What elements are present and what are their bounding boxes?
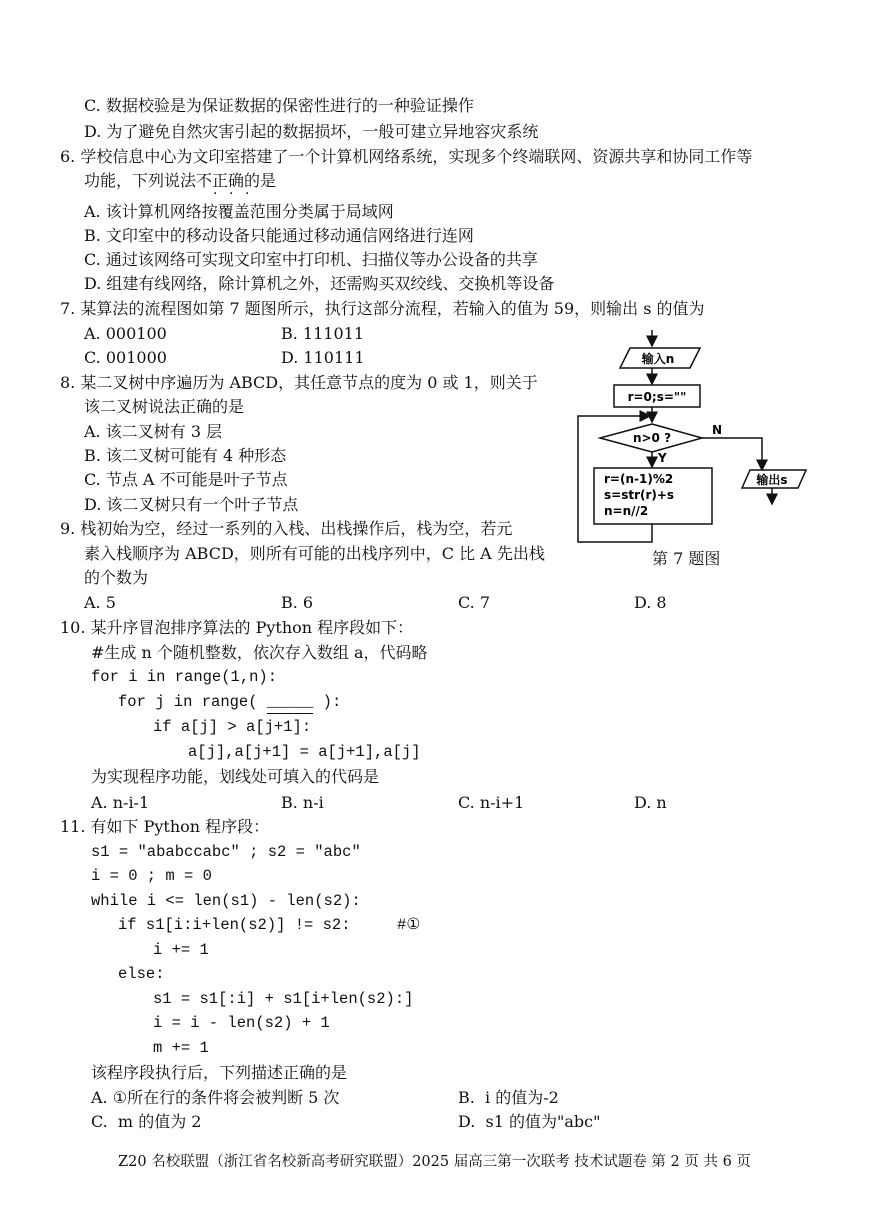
q8-stem-line2: 该二叉树说法正确的是	[84, 397, 245, 416]
q6-option-c: C. 通过该网络可实现文印室中打印机、扫描仪等办公设备的共享	[84, 250, 538, 269]
q10-code-line3-end: ):	[313, 693, 342, 711]
q7-option-b: B. 111011	[281, 324, 365, 343]
q10-option-b: B. n-i	[281, 793, 324, 812]
q11-code-line9: m += 1	[153, 1039, 209, 1057]
q8-option-d: D. 该二叉树只有一个叶子节点	[84, 495, 299, 514]
q11-code-line7: s1 = s1[:i] + s1[i+len(s2):]	[153, 990, 414, 1008]
flow-body-line1: r=(n-1)%2	[604, 472, 674, 486]
q10-code-line4: if a[j] > a[j+1]:	[153, 718, 312, 736]
q7-option-d: D. 110111	[281, 348, 365, 367]
q9-option-b: B. 6	[281, 593, 314, 612]
q11-question: 该程序段执行后，下列描述正确的是	[91, 1063, 348, 1082]
q11-option-a: A. ①所在行的条件将会被判断 5 次	[91, 1088, 340, 1107]
q10-option-d: D. n	[634, 793, 667, 812]
q9-option-a: A. 5	[84, 593, 116, 612]
emphasis-dot: ·	[245, 186, 250, 202]
q8-option-b: B. 该二叉树可能有 4 种形态	[84, 446, 287, 465]
q5-option-c: C. 数据校验是为保证数据的保密性进行的一种验证操作	[84, 96, 474, 115]
flow-output-label: 输出s	[756, 473, 788, 487]
q11-code-line2: i = 0 ; m = 0	[91, 867, 212, 885]
q11-code-line8: i = i - len(s2) + 1	[153, 1014, 330, 1032]
q10-code-line1: #生成 n 个随机整数，依次存入数组 a，代码略	[91, 643, 428, 662]
flow-arrow-no	[702, 438, 762, 470]
emphasis-dot: ·	[213, 186, 218, 202]
q11-code-line4: if s1[i:i+len(s2)] != s2: #①	[118, 916, 421, 934]
q6-option-d: D. 组建有线网络，除计算机之外，还需购买双绞线、交换机等设备	[84, 274, 555, 293]
q10-option-c: C. n-i+1	[458, 793, 525, 812]
q9-option-c: C. 7	[458, 593, 491, 612]
q7-option-a: A. 000100	[84, 324, 167, 343]
page-footer: Z20 名校联盟（浙江省名校新高考研究联盟）2025 届高三第一次联考 技术试题卷 第 2 页 共 6 页	[118, 1154, 751, 1170]
q11-stem: 11. 有如下 Python 程序段：	[60, 817, 270, 836]
q7-option-c: C. 001000	[84, 348, 167, 367]
q7-flowchart	[572, 328, 812, 553]
q8-option-c: C. 节点 A 不可能是叶子节点	[84, 470, 288, 489]
q6-stem-line1: 6. 学校信息中心为文印室搭建了一个计算机网络系统，实现多个终端联网、资源共享和协同工作等	[60, 147, 753, 166]
q7-figure-caption: 第 7 题图	[652, 549, 721, 568]
q10-code-line5: a[j],a[j+1] = a[j+1],a[j]	[188, 743, 421, 761]
flow-decision-label: n>0 ?	[632, 431, 672, 445]
q6-stem-line2: 功能，下列说法不正确的是	[84, 171, 277, 190]
q11-option-b: B. i 的值为-2	[458, 1088, 559, 1107]
q11-code-line3: while i <= len(s1) - len(s2):	[91, 892, 361, 910]
flow-yes-label: Y	[658, 451, 667, 465]
q9-stem-line1: 9. 栈初始为空，经过一系列的入栈、出栈操作后，栈为空，若元	[60, 519, 513, 538]
flow-init-label: r=0;s=""	[627, 390, 687, 404]
q8-option-a: A. 该二叉树有 3 层	[84, 422, 223, 441]
q11-code-line5: i += 1	[153, 941, 209, 959]
q11-option-d: D. s1 的值为"abc"	[458, 1112, 601, 1131]
q11-code-line1: s1 = "ababccabc" ; s2 = "abc"	[91, 843, 361, 861]
flow-input-label: 输入n	[641, 352, 675, 366]
emphasis-dot: ·	[229, 186, 234, 202]
q6-option-b: B. 文印室中的移动设备只能通过移动通信网络进行连网	[84, 226, 474, 245]
q7-stem: 7. 某算法的流程图如第 7 题图所示，执行这部分流程，若输入的值为 59，则输出 s 的值为	[60, 299, 705, 318]
q10-code-line2: for i in range(1,n):	[91, 668, 278, 686]
flow-body-line3: n=n//2	[604, 504, 649, 518]
q8-stem-line1: 8. 某二叉树中序遍历为 ABCD，其任意节点的度为 0 或 1，则关于	[60, 373, 538, 392]
q6-option-a: A. 该计算机网络按覆盖范围分类属于局域网	[84, 202, 394, 221]
q9-stem-line2: 素入栈顺序为 ABCD，则所有可能的出栈序列中，C 比 A 先出栈	[84, 544, 545, 563]
flow-body-line2: s=str(r)+s	[604, 488, 675, 502]
flow-no-label: N	[712, 423, 723, 437]
q10-fill-blank: _____	[267, 691, 314, 714]
q9-option-d: D. 8	[634, 593, 667, 612]
q11-option-c: C. m 的值为 2	[91, 1112, 202, 1131]
q10-question: 为实现程序功能，划线处可填入的代码是	[91, 767, 380, 786]
q11-code-line6: else:	[118, 965, 165, 983]
q5-option-d: D. 为了避免自然灾害引起的数据损坏，一般可建立异地容灾系统	[84, 122, 539, 141]
q10-code-line3-start: for j in range(	[118, 693, 267, 711]
q9-stem-line3: 的个数为	[84, 568, 149, 587]
q10-code-line3	[118, 691, 341, 714]
q10-option-a: A. n-i-1	[91, 793, 150, 812]
q10-stem: 10. 某升序冒泡排序算法的 Python 程序段如下：	[60, 618, 414, 637]
